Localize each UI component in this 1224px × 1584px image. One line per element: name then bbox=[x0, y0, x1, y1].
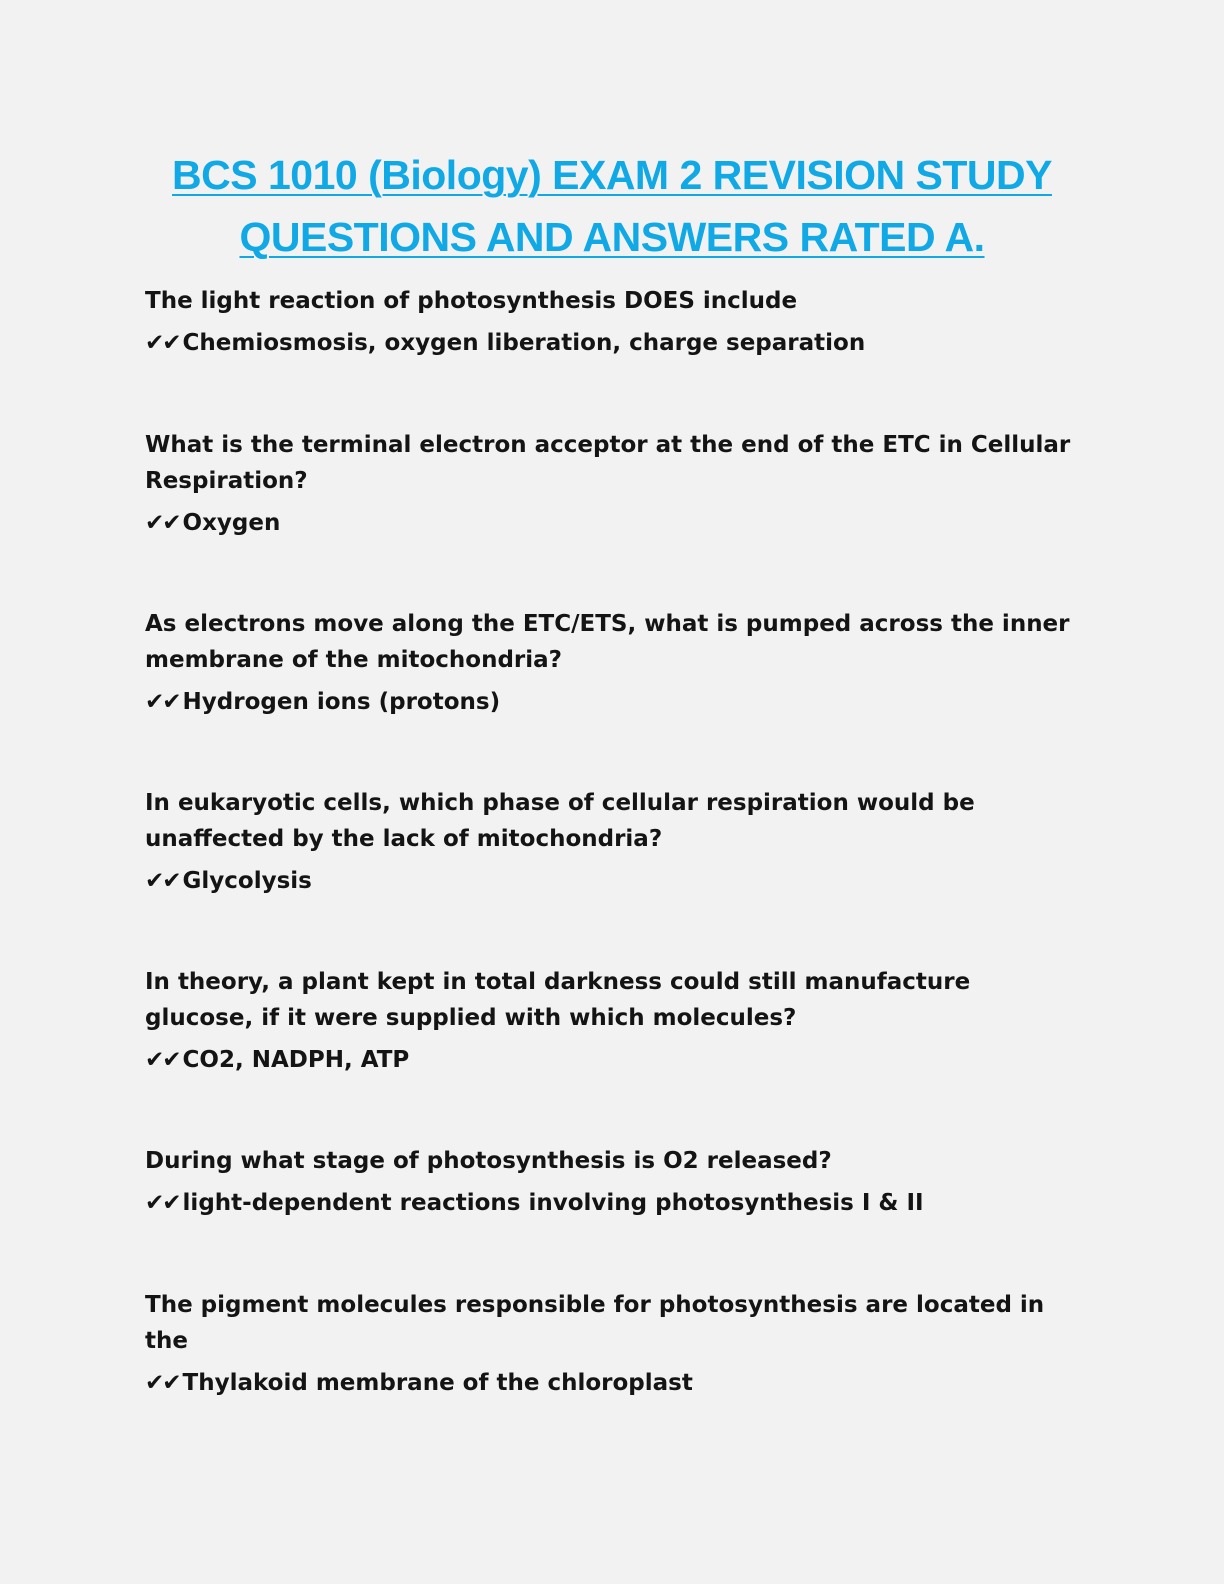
title-line-2: QUESTIONS AND ANSWERS RATED A. bbox=[239, 214, 985, 260]
question-text: The light reaction of photosynthesis DOES include bbox=[145, 288, 798, 314]
double-check-icon: ✔✔ bbox=[145, 868, 180, 894]
answer-value: Glycolysis bbox=[182, 868, 312, 894]
double-check-icon: ✔✔ bbox=[145, 1190, 180, 1216]
question-text: The pigment molecules responsible for photosynthesis are located in the bbox=[145, 1292, 1045, 1354]
question-text: As electrons move along the ETC/ETS, what is pumped across the inner membrane of the mitochondria? bbox=[145, 611, 1070, 673]
answer-value: CO2, NADPH, ATP bbox=[182, 1047, 410, 1073]
qa-item-4 bbox=[145, 785, 1085, 899]
answer-value: Thylakoid membrane of the chloroplast bbox=[182, 1370, 693, 1396]
answer-text bbox=[145, 1042, 1085, 1078]
question-text: What is the terminal electron acceptor at the end of the ETC in Cellular Respiration? bbox=[145, 432, 1071, 494]
double-check-icon: ✔✔ bbox=[145, 330, 180, 356]
qa-item-6 bbox=[145, 1143, 1085, 1221]
qa-item-7 bbox=[145, 1287, 1085, 1401]
answer-value: Chemiosmosis, oxygen liberation, charge separation bbox=[182, 330, 866, 356]
double-check-icon: ✔✔ bbox=[145, 1370, 180, 1396]
answer-text bbox=[145, 325, 1085, 361]
title-line-1: BCS 1010 (Biology) EXAM 2 REVISION STUDY bbox=[172, 152, 1052, 198]
qa-item-5 bbox=[145, 964, 1085, 1078]
answer-value: Oxygen bbox=[182, 510, 281, 536]
answer-text bbox=[145, 863, 1085, 899]
double-check-icon: ✔✔ bbox=[145, 1047, 180, 1073]
answer-text bbox=[145, 505, 1085, 541]
question-text: In eukaryotic cells, which phase of cellular respiration would be unaffected by the lack of mitochondria? bbox=[145, 790, 975, 852]
answer-text bbox=[145, 1365, 1085, 1401]
double-check-icon: ✔✔ bbox=[145, 689, 180, 715]
document-title bbox=[100, 144, 1124, 268]
qa-item-2 bbox=[145, 427, 1085, 541]
question-text: In theory, a plant kept in total darkness could still manufacture glucose, if it were supplied with which molecules? bbox=[145, 969, 971, 1031]
qa-item-1 bbox=[145, 283, 1085, 361]
answer-value: Hydrogen ions (protons) bbox=[182, 689, 501, 715]
qa-item-3 bbox=[145, 606, 1085, 720]
answer-value: light-dependent reactions involving photosynthesis I & II bbox=[182, 1190, 924, 1216]
answer-text bbox=[145, 684, 1085, 720]
question-text: During what stage of photosynthesis is O2 released? bbox=[145, 1148, 832, 1174]
double-check-icon: ✔✔ bbox=[145, 510, 180, 536]
answer-text bbox=[145, 1185, 1085, 1221]
